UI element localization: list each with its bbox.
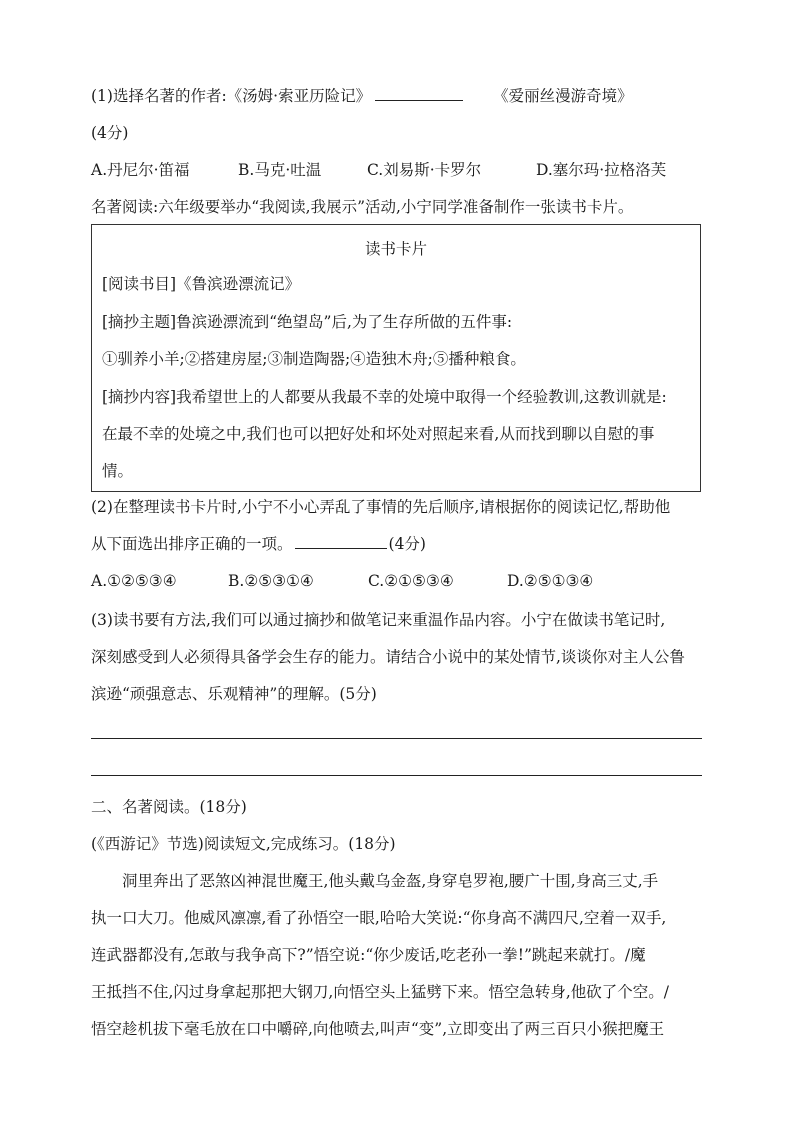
passage-line1: 洞里奔出了恶煞凶神混世魔王,他头戴乌金盔,身穿皂罗袍,腰广十围,身高三丈,手 (122, 872, 659, 890)
q2-option-d[interactable]: D.②⑤①③④ (507, 572, 594, 590)
passage-line4: 王抵挡不住,闪过身拿起那把大钢刀,向悟空头上猛劈下来。悟空急转身,他砍了个空。/ (91, 983, 670, 1001)
q2-answer-blank[interactable] (295, 534, 387, 549)
card-excerpt-line2: 在最不幸的处境之中,我们也可以把好处和坏处对照起来看,从而找到聊以自慰的事 (102, 425, 655, 443)
q1-prompt (91, 86, 633, 106)
answer-line-2[interactable] (91, 775, 702, 776)
passage-line5: 悟空趁机拔下毫毛放在口中嚼碎,向他喷去,叫声“变”,立即变出了两三百只小猴把魔王 (91, 1020, 665, 1038)
q1-options (91, 160, 666, 180)
q2-line2-start: 从下面选出排序正确的一项。 (91, 535, 293, 553)
q2-line2-end: (4分) (388, 535, 426, 553)
q1-option-a[interactable]: A.丹尼尔·笛福 (91, 161, 190, 179)
reading-card (91, 224, 701, 492)
q2-option-c[interactable]: C.②①⑤③④ (368, 572, 454, 590)
q3-line3: 滨逊“顽强意志、乐观精神”的理解。(5分) (91, 685, 377, 703)
q2-option-b[interactable]: B.②⑤③①④ (228, 572, 314, 590)
q1-answer-blank[interactable] (375, 86, 463, 101)
card-theme: [摘抄主题]鲁滨逊漂流到“绝望岛”后,为了生存所做的五件事: (102, 313, 513, 331)
q1-prompt-end: 《爱丽丝漫游奇境》 (493, 87, 633, 105)
passage-line2: 执一口大刀。他威风凛凛,看了孙悟空一眼,哈哈大笑说:“你身高不满四尺,空着一双手, (91, 909, 667, 927)
intro-text: 名著阅读:六年级要举办“我阅读,我展示”活动,小宁同学准备制作一张读书卡片。 (91, 198, 634, 216)
q2-line1: (2)在整理读书卡片时,小宁不小心弄乱了事情的先后顺序,请根据你的阅读记忆,帮助他 (91, 498, 671, 516)
q1-prompt-start: (1)选择名著的作者:《汤姆·索亚历险记》 (91, 87, 372, 105)
section2-subheading: (《西游记》节选)阅读短文,完成练习。(18分) (91, 835, 396, 853)
q1-option-b[interactable]: B.马克·吐温 (238, 161, 322, 179)
card-title: 读书卡片 (364, 240, 427, 258)
q1-option-d[interactable]: D.塞尔玛·拉格洛芙 (536, 161, 667, 179)
card-book: [阅读书目]《鲁滨逊漂流记》 (102, 275, 301, 293)
q3-line2: 深刻感受到人必须得具备学会生存的能力。请结合小说中的某处情节,谈谈你对主人公鲁 (91, 648, 685, 666)
q1-option-c[interactable]: C.刘易斯·卡罗尔 (367, 161, 482, 179)
card-excerpt-line3: 情。 (102, 462, 134, 480)
q1-score: (4分) (91, 124, 129, 142)
q2-options (91, 571, 593, 591)
answer-line-1[interactable] (91, 738, 702, 739)
passage-line3: 连武器都没有,怎敢与我争高下?”悟空说:“你少废话,吃老孙一拳!”跳起来就打。/魔 (91, 946, 646, 964)
card-excerpt-line1: [摘抄内容]我希望世上的人都要从我最不幸的处境中取得一个经验教训,这教训就是: (102, 388, 667, 406)
card-items: ①驯养小羊;②搭建房屋;③制造陶器;④造独木舟;⑤播种粮食。 (102, 350, 526, 368)
q2-line2 (91, 534, 426, 554)
q3-line1: (3)读书要有方法,我们可以通过摘抄和做笔记来重温作品内容。小宁在做读书笔记时, (91, 611, 666, 629)
section2-heading: 二、名著阅读。(18分) (91, 798, 247, 816)
q2-option-a[interactable]: A.①②⑤③④ (91, 572, 177, 590)
